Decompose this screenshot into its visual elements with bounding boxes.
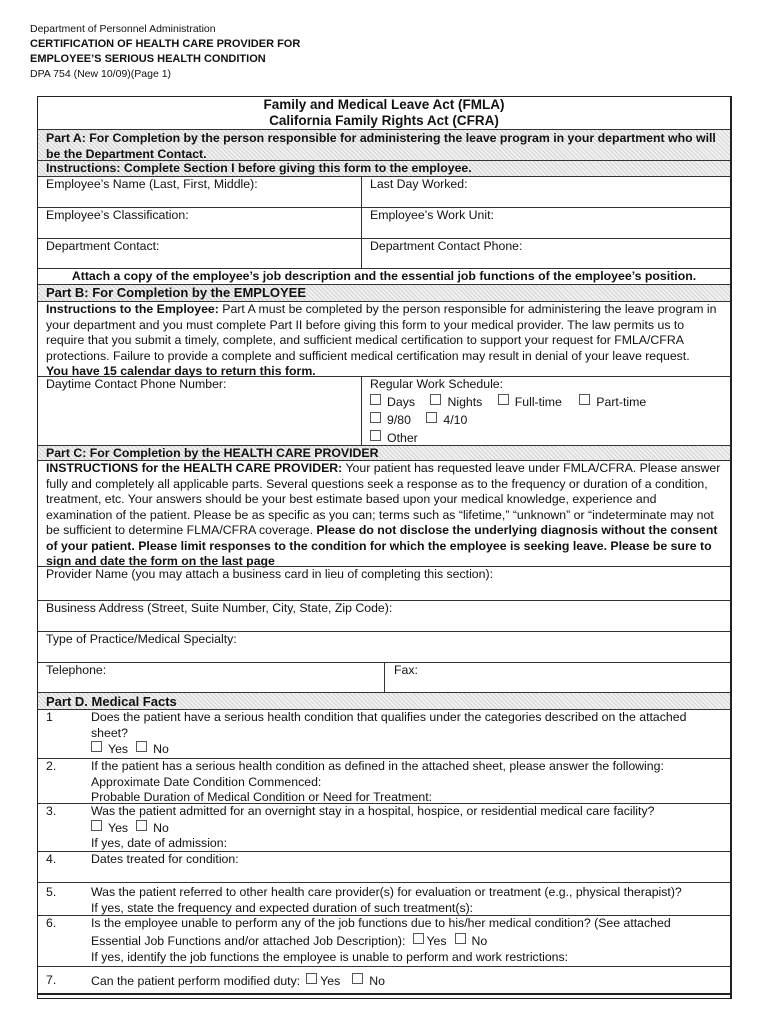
part-c-instr-lead: INSTRUCTIONS for the HEALTH CARE PROVIDER:	[46, 461, 343, 475]
telephone-field[interactable]: Telephone:	[46, 663, 107, 677]
part-c-instructions	[38, 460, 730, 566]
form-titles	[38, 97, 730, 129]
part-time-checkbox[interactable]	[579, 394, 590, 405]
part-c-instr-text: Your patient has requested leave under FMLA/CFRA. Please answer fully and completely all applicable parts. Several questions seek a response as to the frequency or duration of a condition, treatment, etc. Your answers should be your best estimate based upon your medical knowledge, experience and examination of the patient. Please be as specific as you can; terms such as “lifetime,” “unknown” or “indeterminate may not be sufficient to determine FLMA/CFRA coverage.	[46, 461, 721, 537]
question-4	[38, 851, 730, 882]
form-title-line1: CERTIFICATION OF HEALTH CARE PROVIDER FOR	[30, 38, 301, 50]
schedule-980-checkbox[interactable]	[370, 412, 381, 423]
part-a-instructions: Instructions: Complete Section I before giving this form to the employee.	[38, 160, 730, 176]
department-contact-row	[38, 238, 730, 268]
department-name: Department of Personnel Administration	[30, 23, 216, 35]
days-label: Days	[387, 394, 416, 409]
fmla-form	[37, 96, 732, 999]
full-time-checkbox[interactable]	[498, 394, 509, 405]
q3-text: Was the patient admitted for an overnight stay in a hospital, hospice, or residential medical care facility?	[91, 804, 655, 818]
schedule-980-label: 9/80	[387, 412, 411, 427]
return-deadline: You have 15 calendar days to return this form.	[46, 364, 316, 378]
employee-work-unit-field[interactable]: Employee’s Work Unit:	[370, 208, 494, 222]
q2-date-commenced-field[interactable]: Approximate Date Condition Commenced:	[91, 774, 322, 789]
q2-number: 2.	[46, 759, 57, 773]
q7-no-label: No	[369, 974, 385, 988]
q4-dates-treated-field[interactable]: Dates treated for condition:	[91, 852, 239, 866]
q5-frequency-field[interactable]: If yes, state the frequency and expected duration of such treatment(s):	[91, 900, 474, 915]
q6-yes-label: Yes	[426, 933, 447, 948]
employee-contact-row	[38, 376, 730, 445]
part-b-divider	[361, 376, 362, 445]
q3-number: 3.	[46, 804, 57, 818]
department-contact-phone-field[interactable]: Department Contact Phone:	[370, 239, 523, 253]
q3-yes-checkbox[interactable]	[91, 820, 102, 831]
q1-no-checkbox[interactable]	[136, 741, 147, 752]
practice-specialty-field[interactable]: Type of Practice/Medical Specialty:	[38, 631, 730, 662]
business-address-field[interactable]: Business Address (Street, Suite Number, City, State, Zip Code):	[38, 600, 730, 631]
q5-number: 5.	[46, 885, 57, 899]
last-day-worked-field[interactable]: Last Day Worked:	[370, 177, 468, 191]
daytime-phone-field[interactable]: Daytime Contact Phone Number:	[46, 377, 227, 391]
part-b-heading: Part B: For Completion by the EMPLOYEE	[38, 284, 730, 301]
q6-restrictions-field[interactable]: If yes, identify the job functions the employee is unable to perform and work restrictions:	[91, 949, 569, 964]
phone-fax-divider	[384, 662, 385, 692]
nights-label: Nights	[447, 394, 483, 409]
employee-name-field[interactable]: Employee’s Name (Last, First, Middle):	[46, 177, 258, 191]
question-5	[38, 882, 730, 915]
q1-no-label: No	[153, 742, 169, 756]
form-number: DPA 754 (New 10/09)(Page 1)	[30, 68, 172, 80]
q2-text: If the patient has a serious health condition as defined in the attached sheet, please answer the following:	[91, 759, 664, 773]
department-contact-field[interactable]: Department Contact:	[46, 239, 160, 253]
question-2	[38, 758, 730, 803]
part-a-divider	[361, 176, 362, 268]
work-schedule-group	[370, 377, 720, 447]
part-b-instr-lead: Instructions to the Employee:	[46, 302, 219, 316]
part-b-instructions	[38, 301, 730, 376]
q6-no-checkbox[interactable]	[455, 933, 466, 944]
question-6	[38, 915, 730, 966]
part-c-instr-bold: Please do not disclose the underlying diagnosis without the consent of your patient. Please limit responses to the condition for which the employee is seeking leave. Please be sure to sign and date the form on the last page	[46, 523, 718, 568]
part-d-heading: Part D. Medical Facts	[38, 692, 730, 709]
q7-no-checkbox[interactable]	[352, 973, 363, 984]
fmla-title: Family and Medical Leave Act (FMLA)	[263, 97, 505, 112]
q4-number: 4.	[46, 852, 57, 866]
employee-classification-field[interactable]: Employee’s Classification:	[46, 208, 189, 222]
q1-number: 1	[46, 710, 53, 724]
classification-row	[38, 207, 730, 238]
q2-duration-field[interactable]: Probable Duration of Medical Condition or Need for Treatment:	[91, 790, 433, 804]
form-header	[30, 22, 300, 82]
employee-name-row	[38, 176, 730, 207]
work-schedule-label: Regular Work Schedule:	[370, 377, 504, 391]
q3-admission-date-field[interactable]: If yes, date of admission:	[91, 836, 228, 850]
part-c-heading: Part C: For Completion by the HEALTH CARE PROVIDER	[38, 445, 730, 460]
q7-yes-checkbox[interactable]	[306, 973, 317, 984]
nights-checkbox[interactable]	[430, 394, 441, 405]
q6-text: Is the employee unable to perform any of the job functions due to his/her medical condition? (See attached	[91, 916, 671, 930]
q1-yes-checkbox[interactable]	[91, 741, 102, 752]
q6-yes-checkbox[interactable]	[413, 933, 424, 944]
question-1	[38, 709, 730, 758]
q7-text: Can the patient perform modified duty:	[91, 974, 301, 988]
q7-yes-label: Yes	[320, 974, 341, 988]
provider-name-field[interactable]: Provider Name (you may attach a business card in lieu of completing this section):	[38, 566, 730, 600]
schedule-410-label: 4/10	[443, 412, 468, 427]
q5-text: Was the patient referred to other health care provider(s) for evaluation or treatment (e.g., physical therapist)?	[91, 885, 682, 899]
full-time-label: Full-time	[514, 394, 562, 409]
q3-no-checkbox[interactable]	[136, 820, 147, 831]
schedule-410-checkbox[interactable]	[426, 412, 437, 423]
form-title-line2: EMPLOYEE’S SERIOUS HEALTH CONDITION	[30, 53, 266, 65]
q3-yes-label: Yes	[108, 820, 129, 835]
days-checkbox[interactable]	[370, 394, 381, 405]
question-3	[38, 803, 730, 851]
part-time-label: Part-time	[596, 394, 647, 409]
fax-field[interactable]: Fax:	[394, 663, 418, 677]
q6-number: 6.	[46, 916, 57, 930]
cfra-title: California Family Rights Act (CFRA)	[269, 113, 499, 128]
q3-no-label: No	[153, 820, 169, 835]
q7-number: 7.	[46, 973, 57, 987]
attach-note: Attach a copy of the employee’s job description and the essential job functions of the employee’s position.	[38, 268, 730, 284]
q6-no-label: No	[471, 933, 488, 948]
q1-yes-label: Yes	[108, 742, 129, 756]
q6-text-cont: Essential Job Functions and/or attached Job Description):	[91, 933, 406, 948]
q1-text: Does the patient have a serious health condition that qualifies under the categories described on the attached sheet?	[91, 710, 687, 740]
part-a-heading: Part A: For Completion by the person responsible for administering the leave program in your department who will be the Department Contact.	[38, 129, 730, 160]
other-checkbox[interactable]	[370, 430, 381, 441]
other-label: Other	[387, 430, 418, 445]
form-bottom-border	[37, 993, 732, 995]
part-b-instr-text: Part A must be completed by the person responsible for administering the leave program in your department and you must complete Part II before giving this form to your medical provider. The law permits us to require that you submit a timely, complete, and sufficient medical certification to support your request for FMLA/CFRA protections. Failure to provide a complete and sufficient medical certification may result in denial of your leave request.	[46, 302, 717, 363]
